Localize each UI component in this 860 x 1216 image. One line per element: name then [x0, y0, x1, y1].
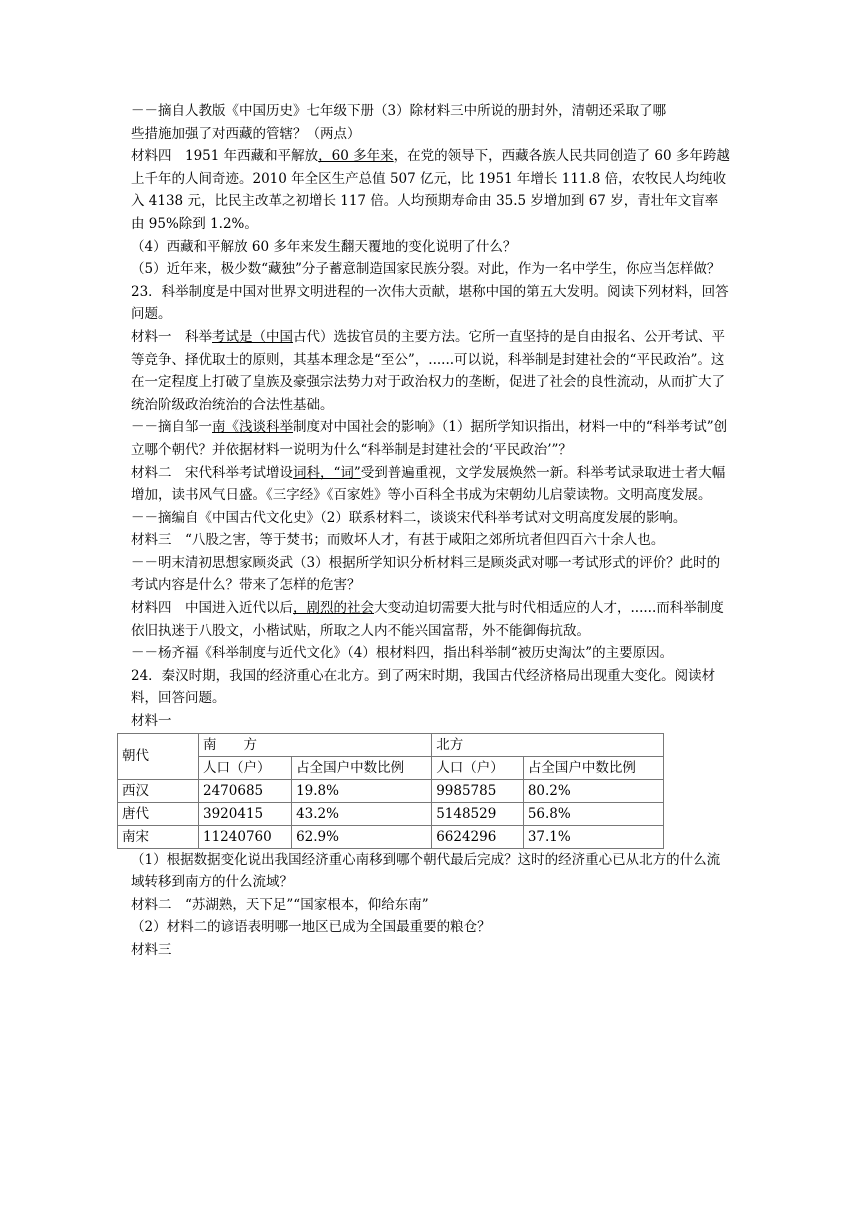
- underlined-text: 词科，“词”: [293, 464, 361, 481]
- material-1-label: 材料一: [131, 713, 172, 730]
- exam-question-4: －－杨齐福《科举制度与近代文化》（4）根材料四，指出科举制“被历史淘汰”的主要原因。: [131, 645, 674, 662]
- underlined-text: 考试是（中国: [212, 328, 293, 345]
- question-4: （4）西藏和平解放 60 多年来发生翻天覆地的变化说明了什么？: [131, 238, 517, 255]
- table-row: 南宋 11240760 62.9% 6624296 37.1%: [118, 825, 664, 848]
- exam-material-3: 材料三 “八股之害，等于焚书；而败坏人才，有甚于咸阳之郊所坑者但四百六十余人也。: [131, 532, 665, 549]
- population-table: [117, 733, 664, 849]
- table-header-ratio: 占全国户中数比例: [523, 756, 663, 779]
- exam-material-2: 材料二 宋代科举考试增设词科，“词”受到普遍重视，文学发展焕然一新。科举考试录取进士者大幅增加，读书风气日盛。《三字经》《百家姓》等小百科全书成为宋朝幼儿启蒙读物。文明高度发展。: [131, 464, 726, 504]
- table-header-pop: 人口（户）: [199, 756, 292, 779]
- exam-question-3: －－明末清初思想家顾炎武（3）根据所学知识分析材料三是顾炎武对哪一考试形式的评价？此时的考试内容是什么？带来了怎样的危害？: [131, 554, 721, 594]
- text-line: 些措施加强了对西藏的管辖？（两点）: [131, 125, 361, 142]
- text-line: －－摘自人教版《中国历史》七年级下册（3）除材料三中所说的册封外，清朝还采取了哪: [131, 103, 667, 119]
- exam-material-4: 材料四 中国进入近代以后，剧烈的社会大变动迫切需要大批与时代相适应的人才，......而科举制度依旧执迷于八股文，小楷试贴，所取之人内不能兴国富帮，外不能御侮抗敌。: [131, 600, 724, 639]
- table-row: 西汉 2470685 19.8% 9985785 80.2%: [118, 779, 664, 802]
- table-row: 唐代 3920415 43.2% 5148529 56.8%: [118, 802, 664, 825]
- table-header-north: 北方: [432, 733, 664, 756]
- table-header-south: 南 方: [199, 733, 432, 756]
- document-body: [122, 100, 731, 962]
- underlined-text: 南《浅谈科举: [212, 419, 293, 436]
- question-24-intro: 24．秦汉时期，我国的经济重心在北方。到了两宋时期，我国古代经济格局出现重大变化。阅读材料，回答问题。: [131, 667, 716, 707]
- material-4-tibet: 材料四 1951 年西藏和平解放，60 多年来，在党的领导下，西藏各族人民共同创造了 60 多年跨越上千年的人间奇迹。2010 年全区生产总值 507 亿元，比 1951 年增长 111.8 倍，农牧民人均纯收入 4138 元，比民主改革之初增长 117 倍。人均预期寿命由 35.5 岁增加到 67 岁，青壮年文盲率由 95%除到 1.2%。: [131, 148, 730, 232]
- underlined-text: ，60 多年来: [318, 148, 394, 165]
- exam-question-2: －－摘编自《中国古代文化史》（2）联系材料二，谈谈宋代科举考试对文明高度发展的影响。: [131, 509, 687, 526]
- question-23-intro: 23．科举制度是中国对世界文明进程的一次伟大贡献，堪称中国的第五大发明。阅读下列材料，回答问题。: [131, 283, 729, 323]
- material-3-label: 材料三: [131, 942, 172, 958]
- material-2-proverb: 材料二 “苏湖熟，天下足”“国家根本，仰给东南”: [131, 896, 429, 913]
- table-question-1: （1）根据数据变化说出我国经济重心南移到哪个朝代最后完成？这时的经济重心已从北方的什么流域转移到南方的什么流域？: [131, 851, 721, 891]
- table-header-ratio: 占全国户中数比例: [292, 756, 432, 779]
- exam-question-1: －－摘自邹一南《浅谈科举制度对中国社会的影响》（1）据所学知识指出，材料一中的“科举考试”创立哪个朝代？并依据材料一说明为什么“科举制是封建社会的‘平民政治’”？: [131, 419, 728, 458]
- underlined-text: ，剧烈的社会: [293, 600, 374, 617]
- table-header-dynasty: 朝代: [118, 733, 199, 779]
- question-5: （5）近年来，极少数“藏独”分子蓄意制造国家民族分裂。对此，作为一名中学生，你应当怎样做？: [131, 261, 721, 278]
- exam-material-1: 材料一 科举考试是（中国古代）选拔官员的主要方法。它所一直坚持的是自由报名、公开考试、平等竞争、择优取士的原则，其基本理念是“至公”，......可以说，科举制是封建社会的“平民政治”。这在一定程度上打破了皇族及豪强宗法势力对于政治权力的垄断，促进了社会的良性流动，从而扩大了统治阶级政治统治的合法性基础。: [131, 328, 725, 413]
- table-header-pop: 人口（户）: [432, 756, 524, 779]
- table-question-2: （2）材料二的谚语表明哪一地区已成为全国最重要的粮仓？: [131, 919, 491, 936]
